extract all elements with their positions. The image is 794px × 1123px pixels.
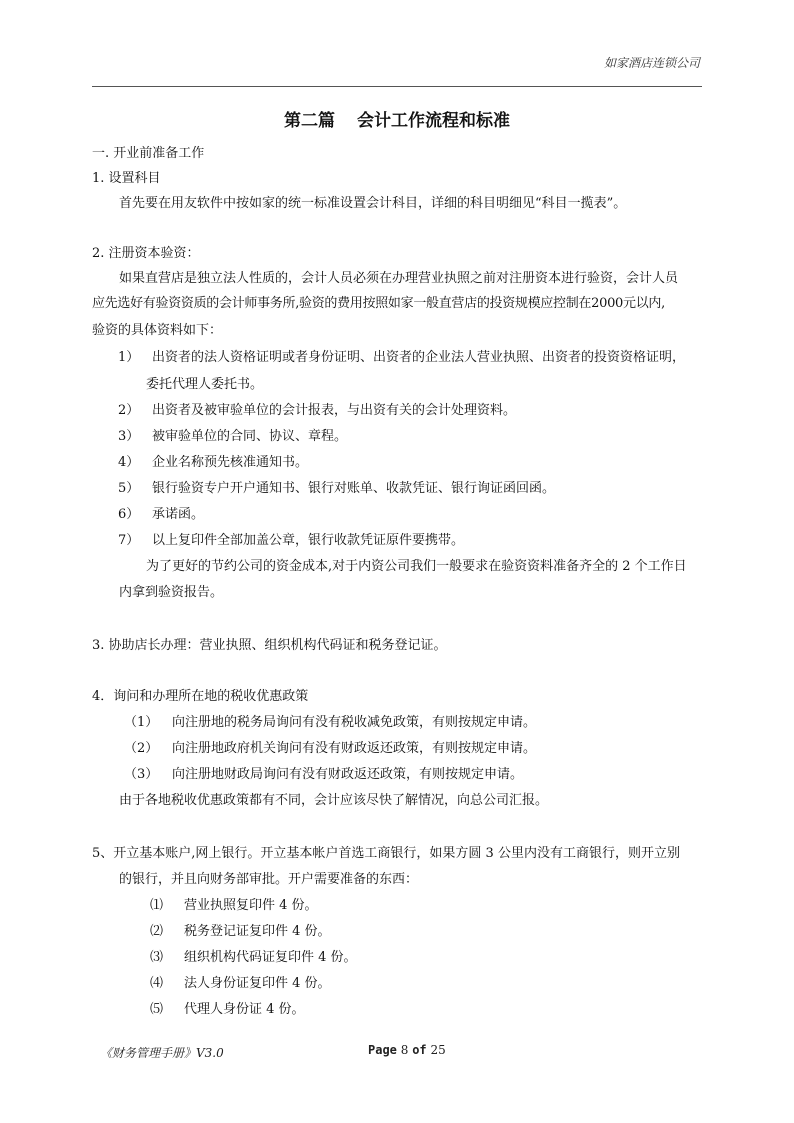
list-item-text: 税务登记证复印件 4 份。 — [184, 924, 331, 939]
footer-manual-title: 《财务管理手册》V3.0 — [100, 1046, 224, 1060]
list-item-text: 向注册地财政局询问有没有财政返还政策，有则按规定申请。 — [172, 767, 524, 782]
footer-of-label: of — [412, 1043, 427, 1057]
list-item-text: 向注册地的税务局询问有没有税收减免政策，有则按规定申请。 — [172, 715, 537, 730]
footer-page-total: 25 — [430, 1043, 446, 1057]
list-item-number: （1） — [124, 715, 159, 730]
header-company: 如家酒店连锁公司 — [603, 56, 700, 70]
list-item-number: 7） — [118, 533, 140, 548]
list-item-text: 被审验单位的合同、协议、章程。 — [152, 429, 348, 444]
list-item-number: 1） — [118, 350, 140, 365]
list-item-text: 银行验资专户开户通知书、银行对账单、收款凭证、银行询证函回函。 — [152, 481, 556, 496]
list-item-text: 出资者的法人资格证明或者身份证明、出资者的企业法人营业执照、出资者的投资资格证明， — [152, 350, 686, 365]
sub2-paragraph-line3: 验资的具体资料如下： — [92, 323, 223, 338]
sub2-paragraph-line1: 如果直营店是独立法人性质的，会计人员必须在办理营业执照之前对注册资本进行验资，会计人员 — [119, 271, 679, 286]
sub4-heading: 4．询问和办理所在地的税收优惠政策 — [92, 689, 309, 704]
section-heading: 一. 开业前准备工作 — [92, 146, 205, 161]
sub5-heading-line1: 5、开立基本账户,网上银行。开立基本帐户首选工商银行，如果方圆 3 公里内没有工商银行，则开立别 — [92, 846, 680, 861]
list-item-number: ⑴ — [150, 898, 164, 913]
sub2-note-line1: 为了更好的节约公司的资金成本,对于内资公司我们一般要求在验资资料准备齐全的 2 个工作日 — [146, 559, 687, 574]
list-item-text: 出资者及被审验单位的会计报表，与出资有关的会计处理资料。 — [152, 403, 517, 418]
sub5-heading-line2: 的银行，并且向财务部审批。开户需要准备的东西： — [119, 872, 419, 887]
list-item-number: 3） — [118, 429, 140, 444]
list-item-text: 组织机构代码证复印件 4 份。 — [184, 950, 357, 965]
list-item-text: 以上复印件全部加盖公章，银行收款凭证原件要携带。 — [152, 533, 465, 548]
sub2-paragraph-line2: 应先选好有验资资质的会计师事务所,验资的费用按照如家一般直营店的投资规模应控制在2000元以内, — [92, 296, 665, 311]
list-item-number: 6） — [118, 507, 140, 522]
list-item-text: 承诺函。 — [152, 507, 205, 522]
list-item-number: 2） — [118, 403, 140, 418]
sub2-heading: 2. 注册资本验资： — [92, 246, 200, 261]
sub1-paragraph: 首先要在用友软件中按如家的统一标准设置会计科目，详细的科目明细见“科目一揽表”。 — [119, 196, 627, 211]
footer-page-label: Page — [368, 1043, 397, 1057]
list-item-number: 4） — [118, 455, 140, 470]
list-item-text: 法人身份证复印件 4 份。 — [184, 976, 331, 991]
list-item-number: （3） — [124, 767, 159, 782]
sub3-heading: 3. 协助店长办理：营业执照、组织机构代码证和税务登记证。 — [92, 638, 447, 653]
list-item-number: ⑸ — [150, 1002, 164, 1017]
sub4-note: 由于各地税收优惠政策都有不同，会计应该尽快了解情况，向总公司汇报。 — [119, 793, 549, 808]
page-title — [0, 106, 794, 131]
list-item-number: （2） — [124, 741, 159, 756]
list-item-text: 营业执照复印件 4 份。 — [184, 898, 318, 913]
footer-page-current: 8 — [400, 1043, 409, 1057]
sub2-note-line2: 内拿到验资报告。 — [119, 585, 224, 600]
sub1-heading: 1. 设置科目 — [92, 171, 161, 186]
list-item-number: ⑵ — [150, 924, 164, 939]
list-item-text: 代理人身份证 4 份。 — [184, 1002, 305, 1017]
list-item-text-cont: 委托代理人委托书。 — [146, 377, 264, 392]
list-item-text: 向注册地政府机关询问有没有财政返还政策，有则按规定申请。 — [172, 741, 537, 756]
list-item-number: ⑶ — [150, 950, 164, 965]
footer-page-number — [368, 1043, 446, 1057]
list-item-number: ⑷ — [150, 976, 164, 991]
header-divider — [92, 86, 702, 87]
title-name: 会计工作流程和标准 — [357, 111, 510, 131]
title-part: 第二篇 — [284, 111, 335, 131]
list-item-text: 企业名称预先核准通知书。 — [152, 455, 309, 470]
list-item-number: 5） — [118, 481, 140, 496]
